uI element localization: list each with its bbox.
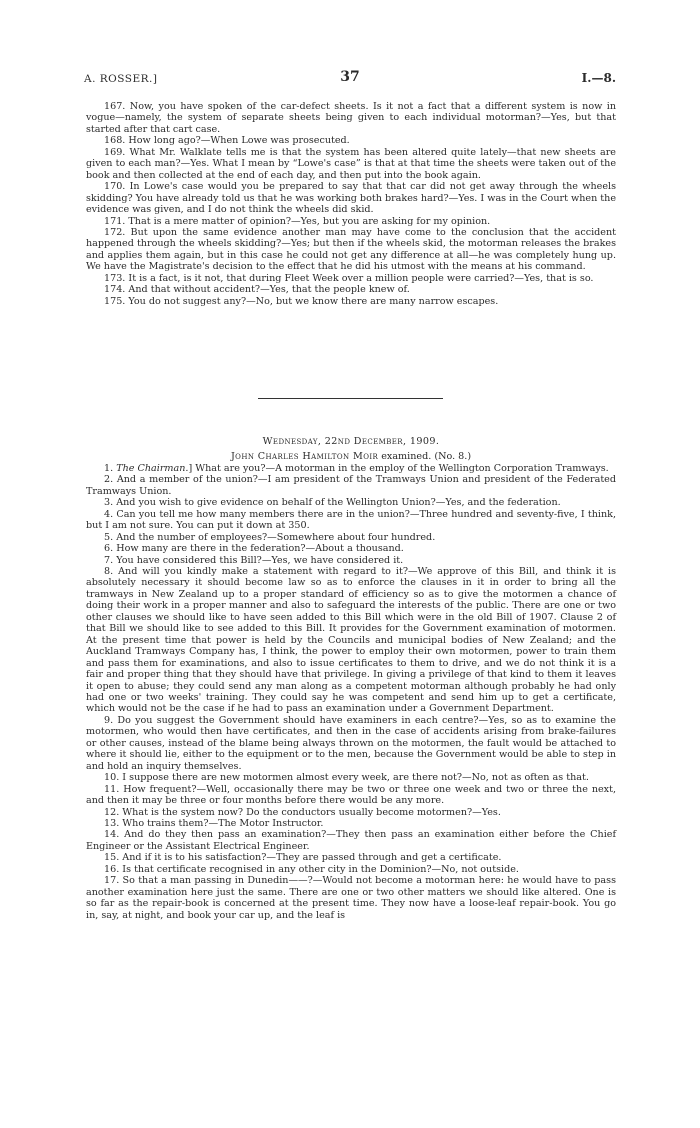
header-witness-name: A. ROSSER.] bbox=[84, 73, 158, 85]
question-167: 167. Now, you have spoken of the car-defect sheets. Is it not a fact that a different system is now in vogue—namely, the system of separate sheets being given to each individual motorman?—Yes, but that started after that cart case. bbox=[86, 101, 616, 135]
examination-label: examined. (No. 8.) bbox=[381, 451, 472, 463]
question-170: 170. In Lowe's case would you be prepared to say that that car did not get away through the wheels skidding? You have already told us that he was working both brakes hard?—Yes. I was in the Court when the evidence was given, and I do not think the wheels did skid. bbox=[86, 181, 617, 216]
question-5: 5. And the number of employees?—Somewhere about four hundred. bbox=[104, 531, 436, 543]
second-section bbox=[86, 436, 616, 921]
running-head bbox=[84, 69, 616, 90]
question-1 bbox=[86, 463, 616, 474]
question-6: 6. How many are there in the federation?—About a thousand. bbox=[104, 543, 404, 555]
question-171: 171. That is a mere matter of opinion?—Yes, but you are asking for my opinion. bbox=[104, 215, 491, 227]
question-172: 172. But upon the same evidence another man may have come to the conclusion that the accident happened through the wheels skidding?—Yes; but then if the wheels skid, the motorman releases the brakes and applies them again, but in this case he could not get any difference at all—he was completely hung up. We have the Magistrate's decision to the effect that he did his utmost with the means at his command. bbox=[86, 226, 616, 273]
question-173: 173. It is a fact, is it not, that during Fleet Week over a million people were carried?—Yes, that is so. bbox=[104, 272, 594, 284]
question-3: 3. And you wish to give evidence on behalf of the Wellington Union?—Yes, and the federation. bbox=[104, 497, 561, 509]
question-11: 11. How frequent?—Well, occasionally there may be two or three one week and two or three the next, and then it may be three or four months before there would be any more. bbox=[86, 783, 616, 807]
question-1-speaker: The Chairman. bbox=[116, 462, 189, 474]
question-16: 16. Is that certificate recognised in any other city in the Dominion?—No, not outside. bbox=[104, 863, 519, 875]
question-7: 7. You have considered this Bill?—Yes, we have considered it. bbox=[104, 554, 404, 566]
question-1-number: 1. bbox=[104, 462, 114, 474]
page-number: 37 bbox=[340, 69, 360, 85]
question-13: 13. Who trains them?—The Motor Instructor. bbox=[104, 817, 324, 829]
question-14: 14. And do they then pass an examination?—They then pass an examination either before the Chief Engineer or the Assistant Electrical Engineer. bbox=[86, 829, 616, 852]
witness-heading bbox=[86, 451, 616, 462]
question-17: 17. So that a man passing in Dunedin——?—Would not become a motorman here: he would have to pass another examination here just the same. There are one or two other matters we should like altered. One is so far as the repair-book is concerned at the present time. They now have a loose-leaf repair-book. You go in, say, at night, and book your car up, and the leaf is bbox=[86, 875, 616, 921]
question-8: 8. And will you kindly make a statement with regard to it?—We approve of this Bill, and think it is absolutely necessary it should become law so as to enforce the clauses in it in order to bring all the tramways in New Zealand up to a proper standard of efficiency so as to give the motormen a chance of doing their work in a proper manner and also to safeguard the interests of the public. There are one or two other clauses we should like to have seen added to this Bill which were in the old Bill of 1907. Clause 2 of that Bill we should like to see added to this Bill. It provides for the Government examination of motormen. At the present time that power is held by the Councils and municipal bodies of New Zealand; and the Auckland Tramways Company has, I think, the power to employ their own motormen, power to train them and pass them for examinations, and also to issue certificates to them to drive, and we do not think it is a fair and proper thing that they should have that privilege. In giving a privilege of that kind to them it leaves it open to abuse; they could send any man along as a competent motorman although probably he had only had one or two weeks' training. They could say he was competent and send him up to get a certificate, which would not be the case if he had to pass an examination under a Government Department. bbox=[86, 565, 616, 715]
question-2: 2. And a member of the union?—I am president of the Tramways Union and president of the Federated Tramways Union. bbox=[86, 474, 616, 497]
question-169: 169. What Mr. Walklate tells me is that the system has been altered quite lately—that new sheets are given to each man?—Yes. What I mean by “Lowe's case” is that at that time the sheets were taken out of the book and then collected at the end of each day, and then put into the book again. bbox=[86, 146, 616, 181]
witness-name: John Charles Hamilton Moir bbox=[230, 451, 379, 463]
question-168: 168. How long ago?—When Lowe was prosecuted. bbox=[104, 135, 350, 147]
question-15: 15. And if it is to his satisfaction?—They are passed through and get a certificate. bbox=[104, 852, 502, 864]
question-1-text: ] What are you?—A motorman in the employ of the Wellington Corporation Tramways. bbox=[188, 462, 609, 474]
question-10: 10. I suppose there are new motormen almost every week, are there not?—No, not as often as that. bbox=[104, 772, 589, 784]
question-12: 12. What is the system now? Do the conductors usually become motormen?—Yes. bbox=[104, 806, 501, 818]
section-divider bbox=[258, 398, 443, 399]
question-9: 9. Do you suggest the Government should have examiners in each centre?—Yes, so as to examine the motormen, who would then have certificates, and then in the case of accidents arising from brake-failures or other causes, instead of the blame being always thrown on the motormen, the fault would be attached to where it should lie, either to the equipment or to the men, because the Government would be able to step in and hold an inquiry themselves. bbox=[86, 714, 616, 772]
question-174: 174. And that without accident?—Yes, that the people knew of. bbox=[104, 284, 410, 296]
question-175: 175. You do not suggest any?—No, but we know there are many narrow escapes. bbox=[104, 295, 499, 307]
question-4: 4. Can you tell me how many members there are in the union?—Three hundred and seventy-five, I think, but I am not sure. You can put it down at 350. bbox=[86, 508, 616, 532]
session-date: Wednesday, 22nd December, 1909. bbox=[262, 436, 440, 447]
first-section bbox=[86, 101, 616, 307]
document-reference: I.—8. bbox=[581, 71, 616, 85]
